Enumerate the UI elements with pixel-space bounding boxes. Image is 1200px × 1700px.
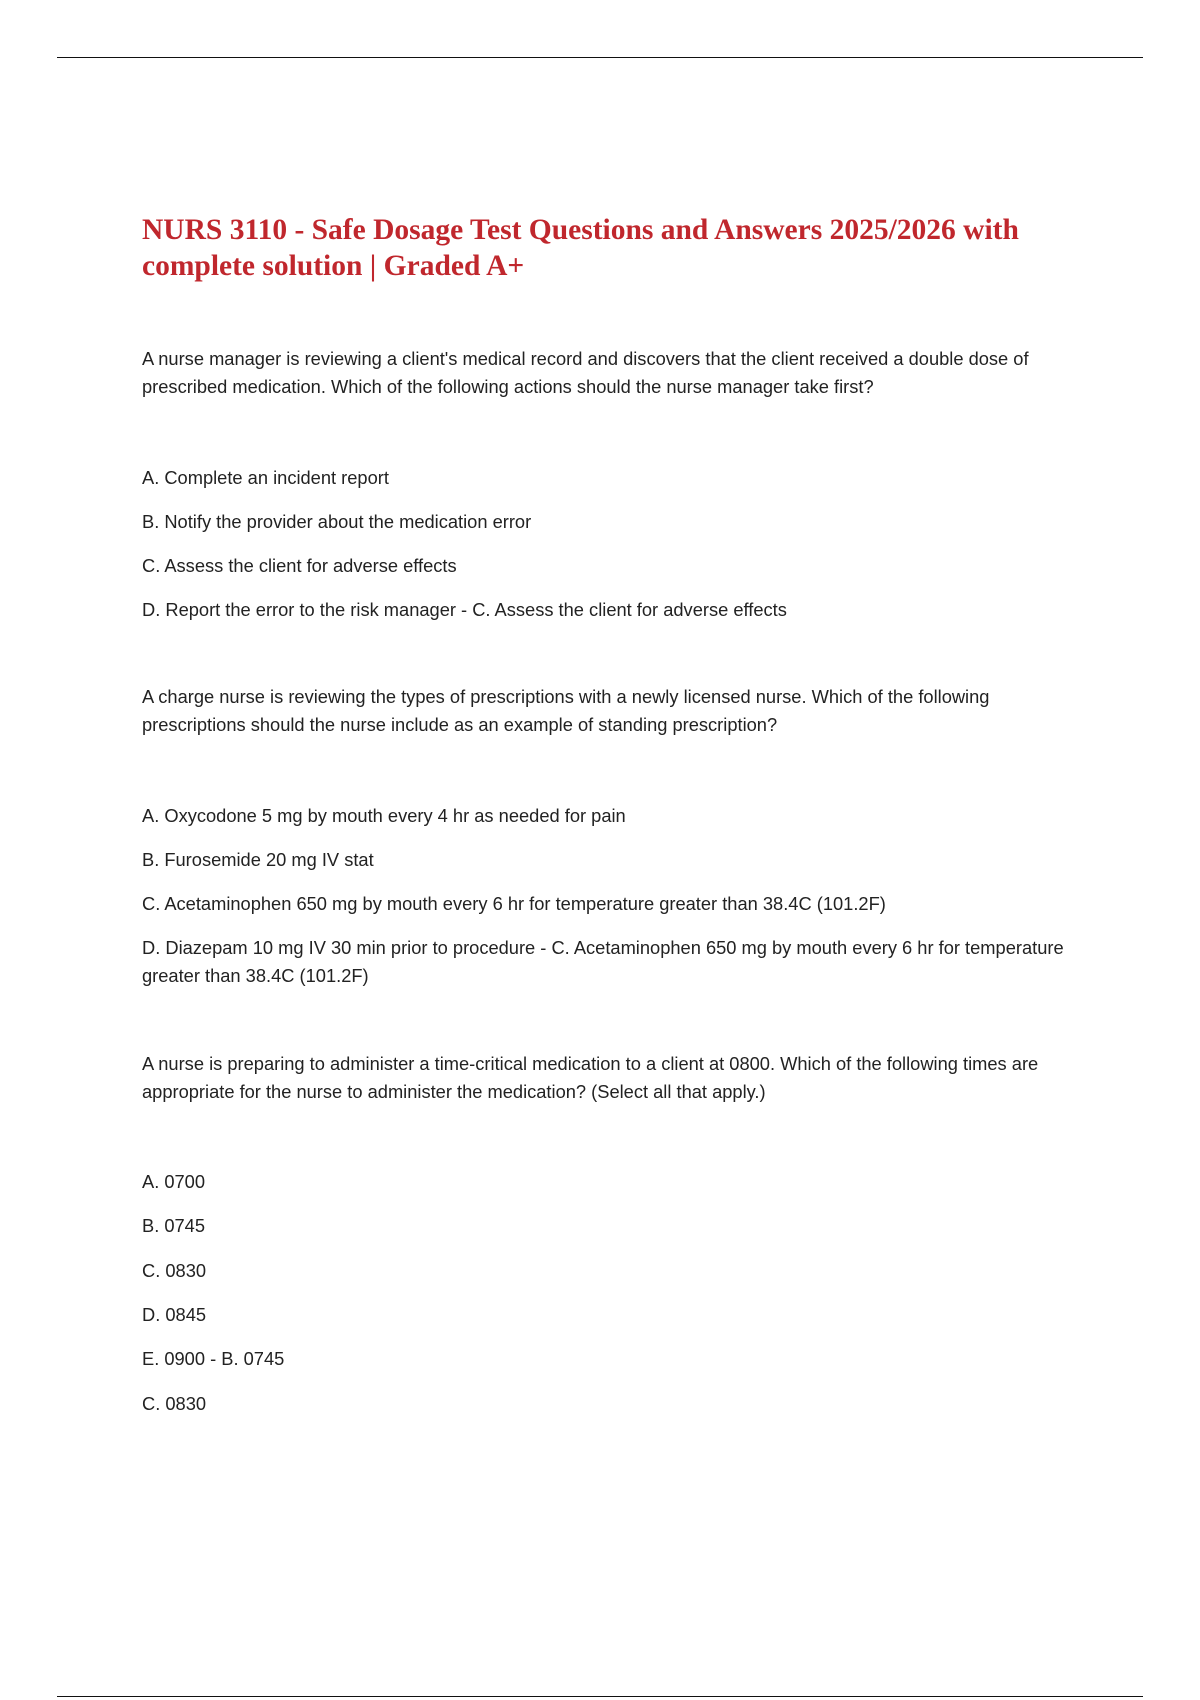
question-3-answer-c: C. 0830 [142, 1393, 207, 1414]
question-1-option-c: C. Assess the client for adverse effects [142, 555, 457, 576]
header-rule [57, 57, 1143, 58]
question-3-option-d: D. 0845 [142, 1304, 207, 1325]
question-3-option-c: C. 0830 [142, 1260, 207, 1281]
question-3-text: A nurse is preparing to administer a time-critical medication to a client at 0800. Which of the following times are appropriate for the nurse to administer the medication? (Select all that apply.) [142, 1053, 1039, 1102]
question-1-text: A nurse manager is reviewing a client's medical record and discovers that the client received a double dose of prescribed medication. Which of the following actions should the nurse manager take first? [142, 348, 1029, 397]
footer-rule [57, 1696, 1143, 1697]
question-3-option-b: B. 0745 [142, 1215, 206, 1236]
question-2-option-c: C. Acetaminophen 650 mg by mouth every 6 hr for temperature greater than 38.4C (101.2F) [142, 893, 886, 914]
question-2-text: A charge nurse is reviewing the types of prescriptions with a newly licensed nurse. Which of the following prescriptions should the nurse include as an example of standing prescription? [142, 686, 990, 735]
question-1-option-a: A. Complete an incident report [142, 467, 389, 488]
question-1-option-b: B. Notify the provider about the medication error [142, 511, 532, 532]
question-3-option-a: A. 0700 [142, 1171, 206, 1192]
question-2-option-d: D. Diazepam 10 mg IV 30 min prior to procedure - C. Acetaminophen 650 mg by mouth every 6 hr for temperature greater than 38.4C (101.2F) [142, 937, 1064, 986]
question-3-option-e: E. 0900 - B. 0745 [142, 1348, 285, 1369]
document-title: NURS 3110 - Safe Dosage Test Questions and Answers 2025/2026 with complete solution | Graded A+ [142, 214, 1019, 282]
question-2-option-a: A. Oxycodone 5 mg by mouth every 4 hr as needed for pain [142, 805, 626, 826]
question-1-option-d: D. Report the error to the risk manager - C. Assess the client for adverse effects [142, 599, 787, 620]
question-2-option-b: B. Furosemide 20 mg IV stat [142, 849, 374, 870]
